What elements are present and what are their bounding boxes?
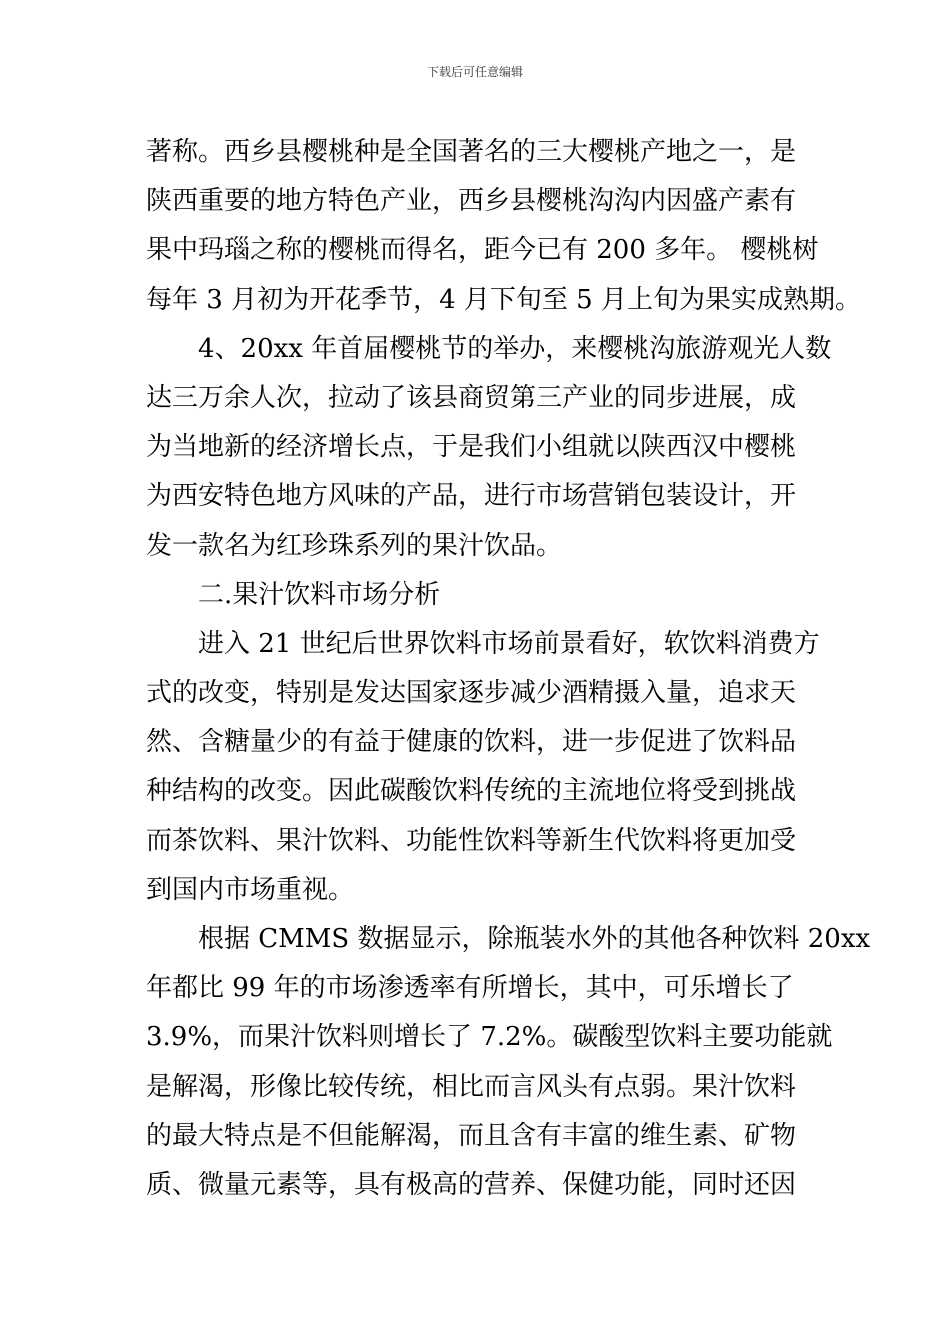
text-line-18: 年都比 99 年的市场渗透率有所增长，其中，可乐增长了 xyxy=(146,973,794,1004)
text-line-11: 进入 21 世纪后世界饮料市场前景看好，软饮料消费方 xyxy=(198,628,820,659)
text-line-14: 种结构的改变。因此碳酸饮料传统的主流地位将受到挑战 xyxy=(146,776,797,807)
text-line-15: 而茶饮料、果汁饮料、功能性饮料等新生代饮料将更加受 xyxy=(146,825,797,856)
text-line-20: 是解渴，形像比较传统，相比而言风头有点弱。果汁饮料 xyxy=(146,1071,797,1102)
section-heading: 二.果汁饮料市场分析 xyxy=(198,579,441,610)
page-header: 下载后可任意编辑 xyxy=(426,65,523,79)
text-line-9: 发一款名为红珍珠系列的果汁饮品。 xyxy=(146,530,563,561)
text-line-6: 达三万余人次，拉动了该县商贸第三产业的同步进展，成 xyxy=(146,382,797,413)
text-line-13: 然、含糖量少的有益于健康的饮料，进一步促进了饮料品 xyxy=(146,727,797,758)
text-line-22: 质、微量元素等，具有极高的营养、保健功能，同时还因 xyxy=(146,1169,797,1200)
text-line-19: 3.9%，而果汁饮料则增长了 7.2%。碳酸型饮料主要功能就 xyxy=(146,1022,833,1053)
text-line-16: 到国内市场重视。 xyxy=(146,874,355,905)
text-line-8: 为西安特色地方风味的产品，进行市场营销包装设计，开 xyxy=(146,481,797,512)
body-text xyxy=(146,128,871,1210)
text-line-4: 每年 3 月初为开花季节，4 月下旬至 5 月上旬为果实成熟期。 xyxy=(146,284,861,315)
text-line-17: 根据 CMMS 数据显示，除瓶装水外的其他各种饮料 20xx xyxy=(198,924,871,954)
text-line-5: 4、20xx 年首届樱桃节的举办，来樱桃沟旅游观光人数 xyxy=(198,333,832,364)
text-line-3: 果中玛瑙之称的樱桃而得名，距今已有 200 多年。 樱桃树 xyxy=(146,235,819,266)
text-line-12: 式的改变，特别是发达国家逐步减少酒精摄入量，追求天 xyxy=(146,678,797,709)
text-line-21: 的最大特点是不但能解渴，而且含有丰富的维生素、矿物 xyxy=(146,1120,797,1151)
text-line-2: 陕西重要的地方特色产业，西乡县樱桃沟沟内因盛产素有 xyxy=(146,186,797,217)
text-line-7: 为当地新的经济增长点，于是我们小组就以陕西汉中樱桃 xyxy=(146,432,797,463)
text-line-1: 著称。西乡县樱桃种是全国著名的三大樱桃产地之一，是 xyxy=(146,137,797,167)
